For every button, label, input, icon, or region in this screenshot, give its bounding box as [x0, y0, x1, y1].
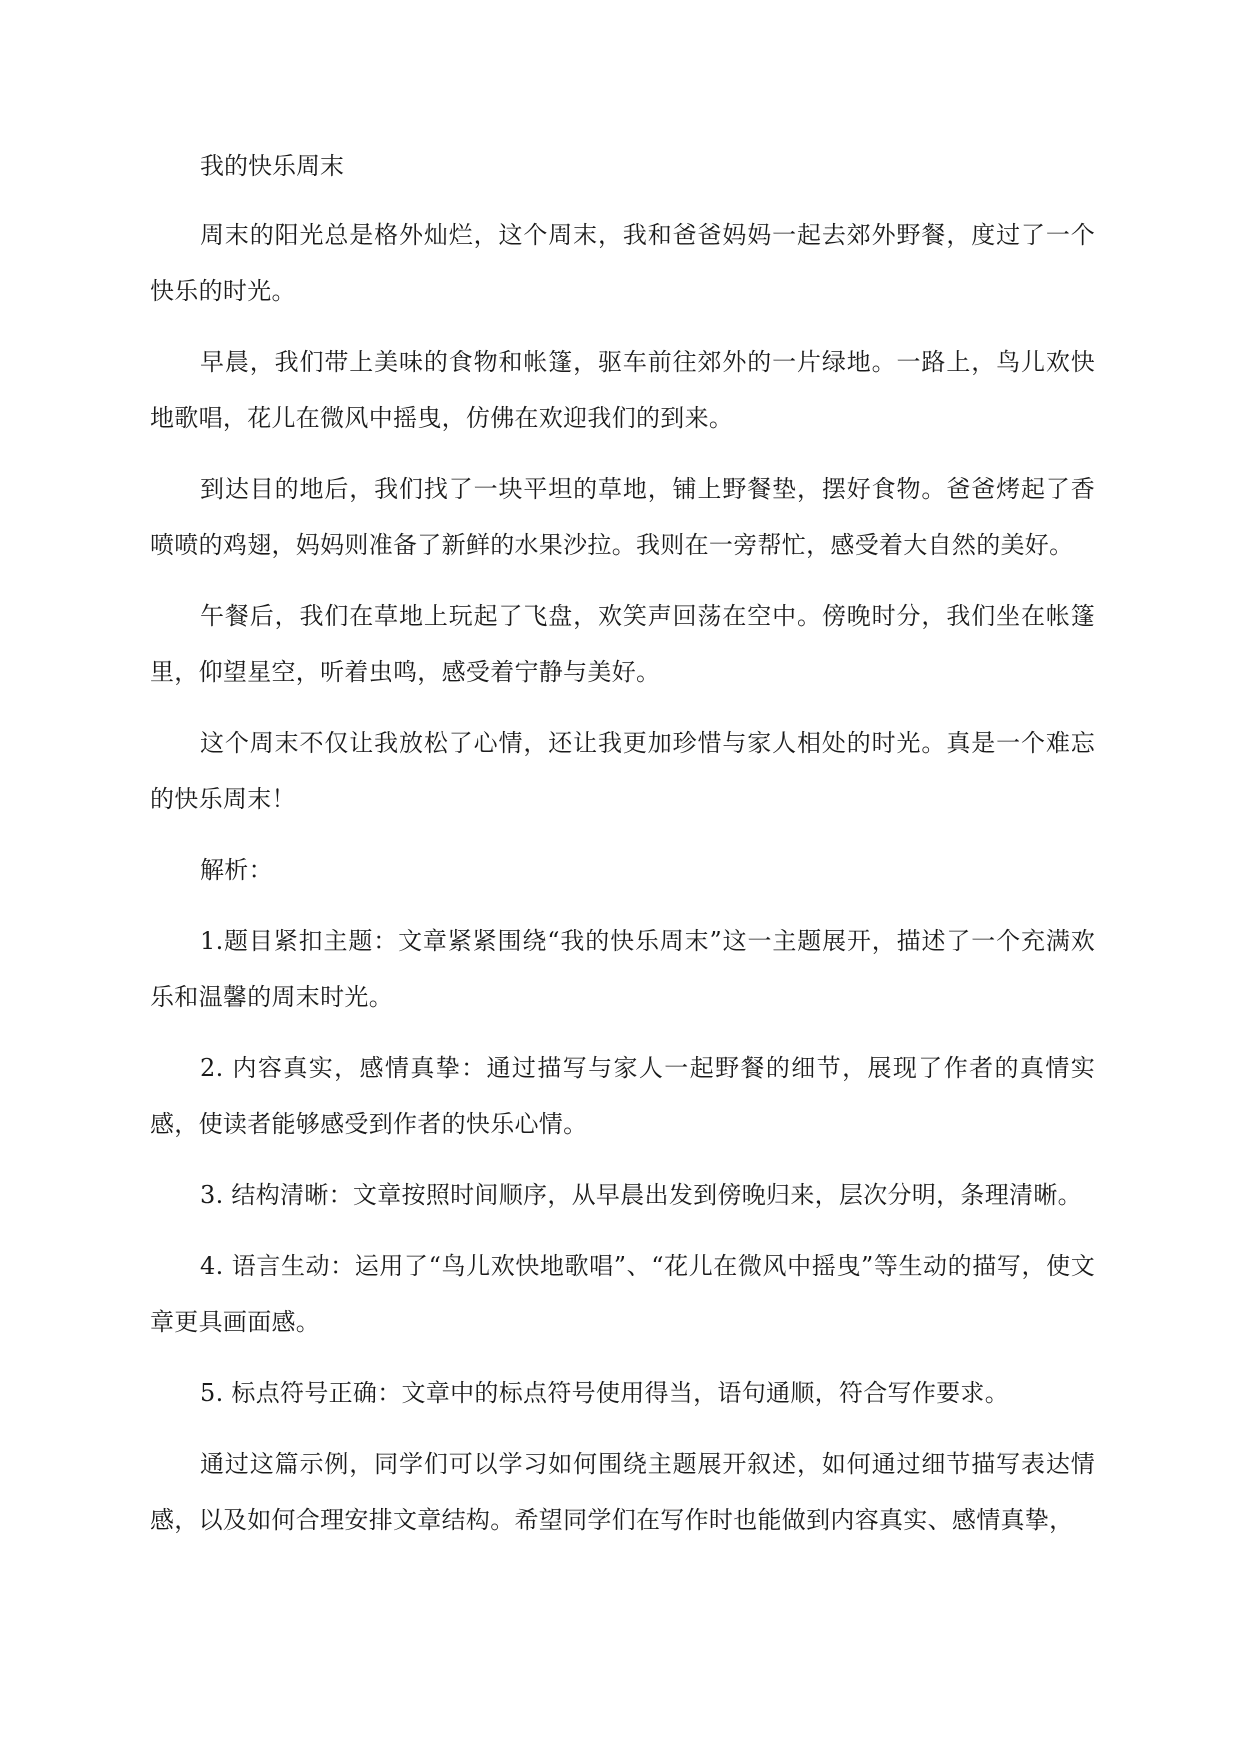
essay-paragraph: 周末的阳光总是格外灿烂，这个周末，我和爸爸妈妈一起去郊外野餐，度过了一个快乐的时光。: [150, 221, 1095, 305]
essay-paragraph: 到达目的地后，我们找了一块平坦的草地，铺上野餐垫，摆好食物。爸爸烤起了香喷喷的鸡翅，妈妈则准备了新鲜的水果沙拉。我则在一旁帮忙，感受着大自然的美好。: [150, 475, 1095, 559]
analysis-item: 1.题目紧扣主题：文章紧紧围绕“我的快乐周末”这一主题展开，描述了一个充满欢乐和温馨的周末时光。: [150, 927, 1095, 1011]
essay-paragraph: 午餐后，我们在草地上玩起了飞盘，欢笑声回荡在空中。傍晚时分，我们坐在帐篷里，仰望星空，听着虫鸣，感受着宁静与美好。: [150, 602, 1095, 686]
essay-paragraph: 这个周末不仅让我放松了心情，还让我更加珍惜与家人相处的时光。真是一个难忘的快乐周末！: [150, 729, 1095, 813]
analysis-item: 4. 语言生动：运用了“鸟儿欢快地歌唱”、“花儿在微风中摇曳”等生动的描写，使文章更具画面感。: [150, 1252, 1095, 1336]
document-body: [150, 140, 1095, 1563]
analysis-item: 3. 结构清晰：文章按照时间顺序，从早晨出发到傍晚归来，层次分明，条理清晰。: [200, 1181, 1082, 1209]
closing-paragraph: 通过这篇示例，同学们可以学习如何围绕主题展开叙述，如何通过细节描写表达情感，以及如何合理安排文章结构。希望同学们在写作时也能做到内容真实、感情真挚，: [150, 1450, 1095, 1534]
essay-title: 我的快乐周末: [200, 152, 344, 180]
analysis-item: 5. 标点符号正确：文章中的标点符号使用得当，语句通顺，符合写作要求。: [200, 1379, 1010, 1407]
analysis-heading: 解析：: [200, 856, 273, 884]
analysis-item: 2. 内容真实，感情真挚：通过描写与家人一起野餐的细节，展现了作者的真情实感，使读者能够感受到作者的快乐心情。: [150, 1054, 1095, 1138]
essay-paragraph: 早晨，我们带上美味的食物和帐篷，驱车前往郊外的一片绿地。一路上，鸟儿欢快地歌唱，花儿在微风中摇曳，仿佛在欢迎我们的到来。: [150, 348, 1095, 432]
